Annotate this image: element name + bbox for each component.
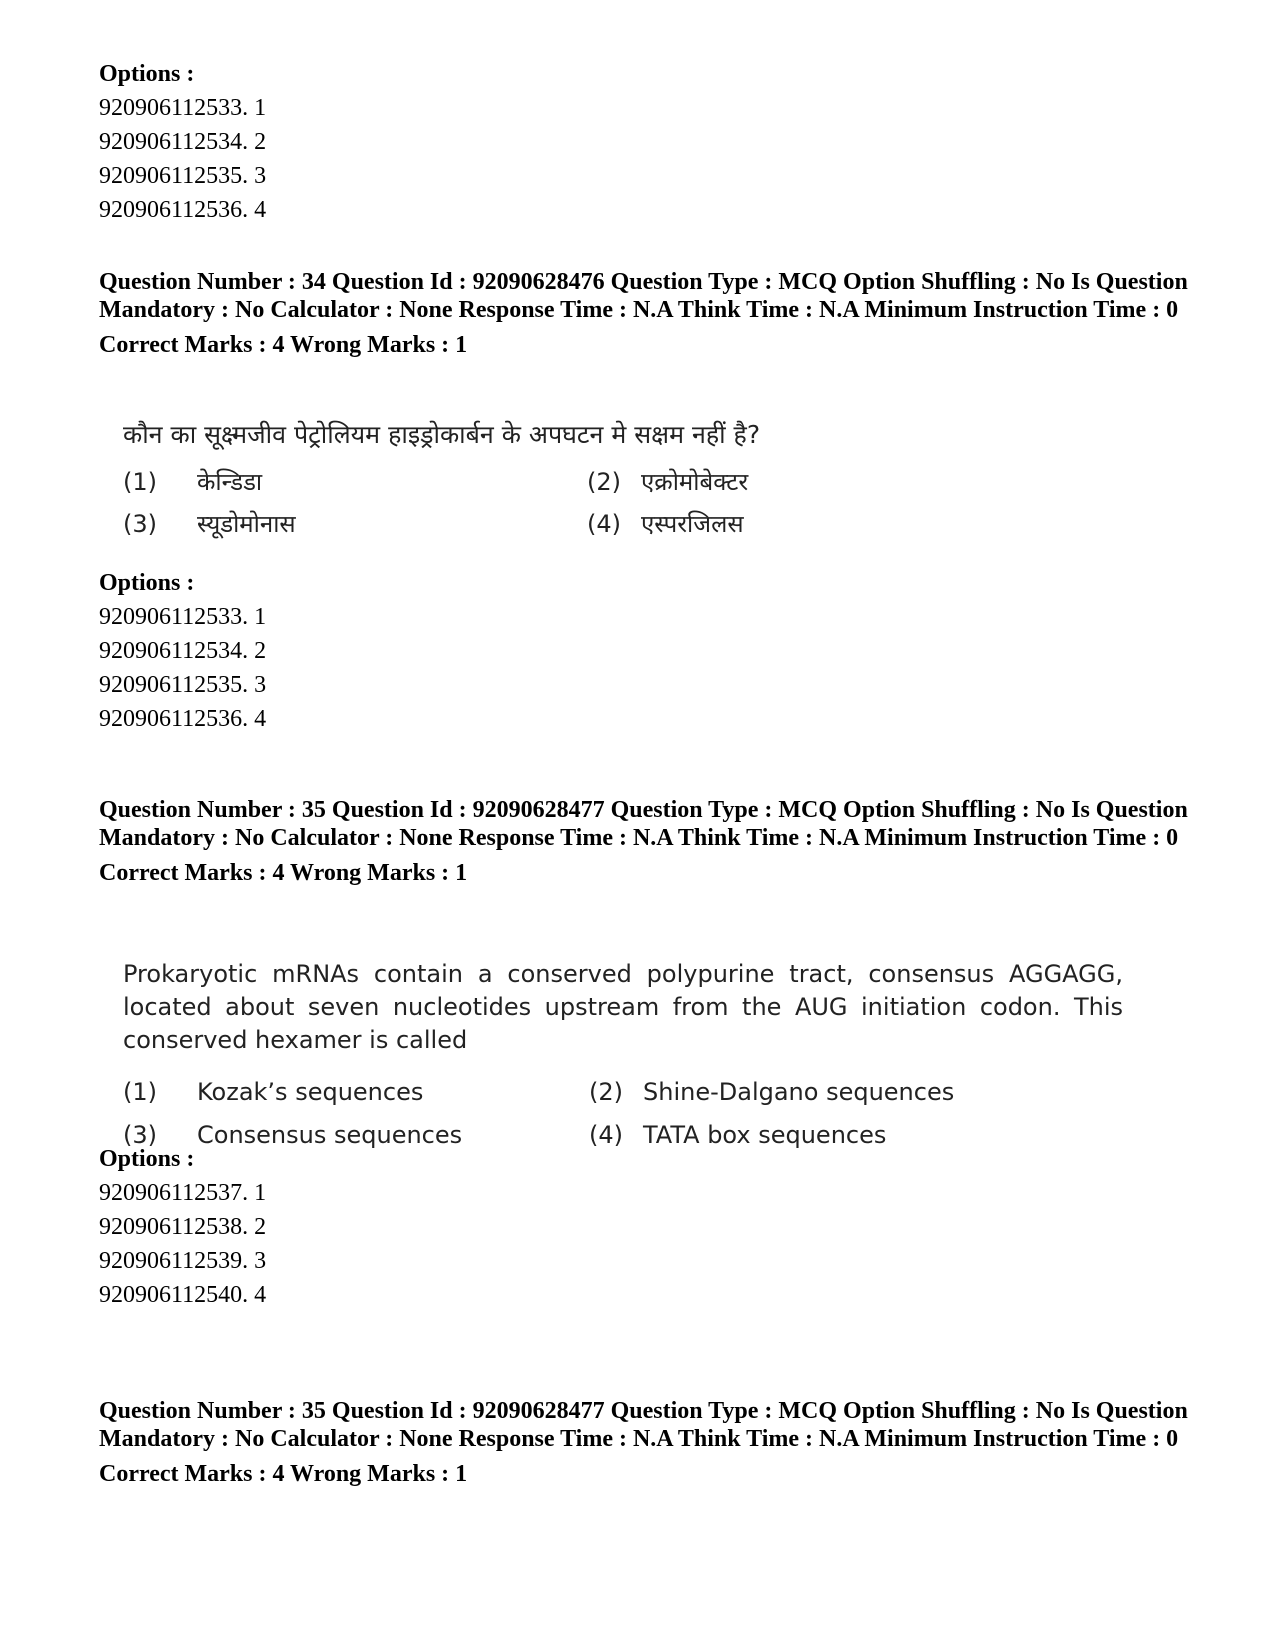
choice-text: Shine-Dalgano sequences [643,1078,955,1106]
question-marks: Correct Marks : 4 Wrong Marks : 1 [99,1461,468,1487]
question-meta: Question Number : 35 Question Id : 92090628477 Question Type : MCQ Option Shuffling : No Is Question Mandatory : No Calculator : None Response Time : N.A Think Time : N.A Minimum Instruction Time : 0 [99,797,1188,851]
option-line: 920906112537. 1 [99,1180,267,1206]
choice-number: (3) [123,510,157,538]
choice-1 [123,465,262,499]
choice-1 [123,1075,423,1109]
option-line: 920906112540. 4 [99,1282,267,1308]
option-line: 920906112539. 3 [99,1248,267,1274]
choice-number: (2) [587,468,621,496]
question-marks: Correct Marks : 4 Wrong Marks : 1 [99,332,468,358]
option-line: 920906112533. 1 [99,95,267,121]
choice-2 [589,1075,954,1109]
choice-text: केन्डिडा [197,468,263,496]
choice-number: (4) [589,1121,623,1149]
question-meta: Question Number : 34 Question Id : 92090628476 Question Type : MCQ Option Shuffling : No Is Question Mandatory : No Calculator : None Response Time : N.A Think Time : N.A Minimum Instruction Time : 0 [99,269,1188,323]
choice-number: (1) [123,468,157,496]
choice-number: (3) [123,1121,157,1149]
choice-3 [123,507,296,541]
question-35-repeat-header [99,1397,1189,1491]
options-block-q35 [99,1142,1189,1312]
option-line: 920906112535. 3 [99,163,267,189]
option-line: 920906112534. 2 [99,129,267,155]
options-title: Options : [99,61,195,87]
question-35-header [99,796,1189,890]
option-line: 920906112533. 1 [99,604,267,630]
choice-text: एक्रोमोबेक्टर [641,468,749,496]
choice-number: (2) [589,1078,623,1106]
choice-text: Kozak’s sequences [197,1078,424,1106]
question-marks: Correct Marks : 4 Wrong Marks : 1 [99,860,468,886]
options-title: Options : [99,570,195,596]
choice-text: एस्परजिलस [641,510,744,538]
options-block-q34 [99,566,1189,736]
question-text: कौन का सूक्ष्मजीव पेट्रोलियम हाइड्रोकार्बन के अपघटन मे सक्षम नहीं है? [123,420,761,449]
option-line: 920906112534. 2 [99,638,267,664]
question-meta: Question Number : 35 Question Id : 92090628477 Question Type : MCQ Option Shuffling : No Is Question Mandatory : No Calculator : None Response Time : N.A Think Time : N.A Minimum Instruction Time : 0 [99,1398,1188,1452]
choice-2 [587,465,748,499]
option-line: 920906112535. 3 [99,672,267,698]
options-block-top [99,57,1189,227]
choice-number: (1) [123,1078,157,1106]
choice-list [123,465,1123,555]
question-text: Prokaryotic mRNAs contain a conserved polypurine tract, consensus AGGAGG, located about seven nucleotides upstream from the AUG initiation codon. This conserved hexamer is called [123,960,1123,1054]
choice-text: Consensus sequences [197,1121,463,1149]
option-line: 920906112536. 4 [99,197,267,223]
question-35-content [123,958,1123,1167]
choice-number: (4) [587,510,621,538]
options-title: Options : [99,1146,195,1172]
question-34-header [99,268,1189,362]
option-line: 920906112538. 2 [99,1214,267,1240]
question-34-content [123,418,1123,555]
option-line: 920906112536. 4 [99,706,267,732]
choice-text: स्यूडोमोनास [197,510,296,538]
choice-4 [587,507,744,541]
choice-text: TATA box sequences [643,1121,887,1149]
